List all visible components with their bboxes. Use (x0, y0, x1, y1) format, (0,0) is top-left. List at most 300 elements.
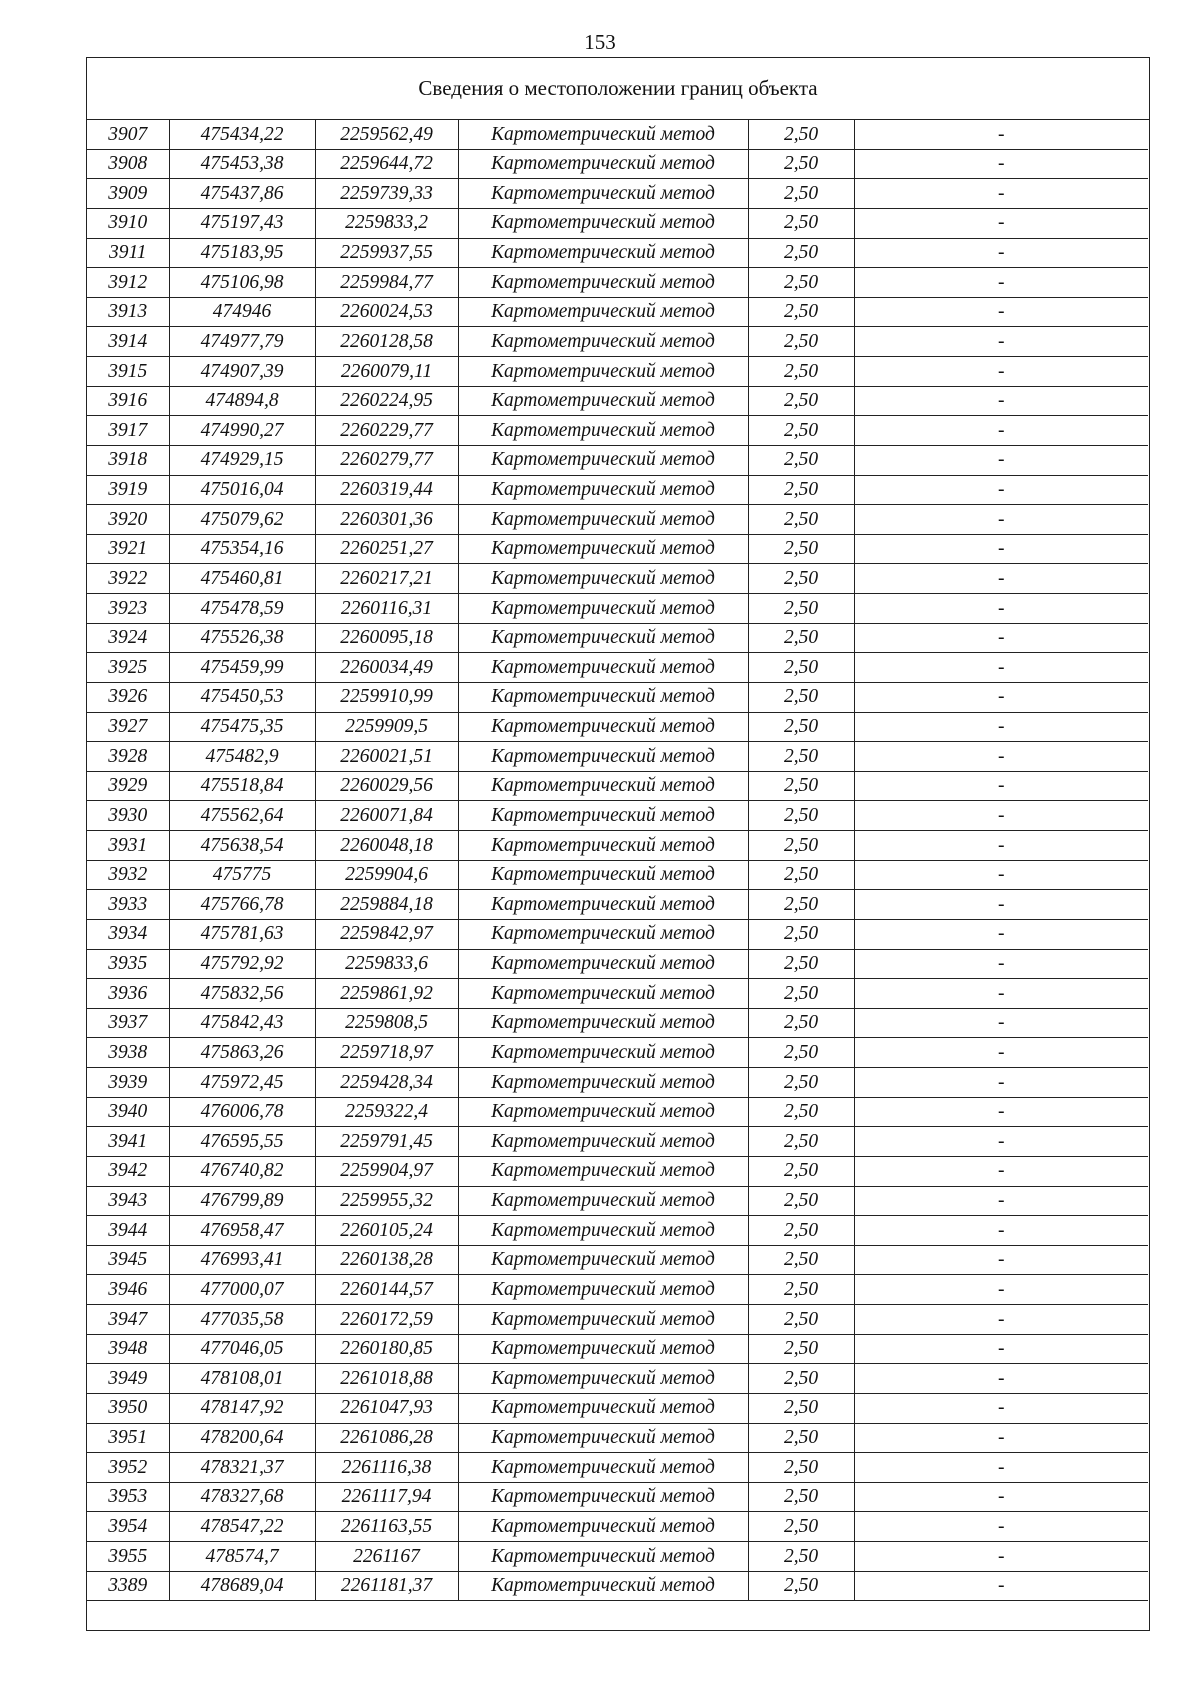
method-cell: Картометрический метод (458, 1512, 748, 1542)
point-number-cell: 3907 (87, 120, 169, 149)
table-row (87, 1571, 1148, 1601)
accuracy-cell: 2,50 (748, 1393, 854, 1423)
note-cell: - (854, 297, 1148, 327)
method-cell: Картометрический метод (458, 682, 748, 712)
accuracy-cell: 2,50 (748, 1275, 854, 1305)
point-number-cell: 3951 (87, 1423, 169, 1453)
note-cell: - (854, 208, 1148, 238)
y-coordinate-cell: 2259910,99 (315, 682, 458, 712)
x-coordinate-cell: 475526,38 (169, 623, 315, 653)
y-coordinate-cell: 2260105,24 (315, 1216, 458, 1246)
method-cell: Картометрический метод (458, 1334, 748, 1364)
boundary-points-table (87, 120, 1148, 1630)
y-coordinate-cell: 2261116,38 (315, 1453, 458, 1483)
note-cell: - (854, 682, 1148, 712)
note-cell: - (854, 653, 1148, 683)
method-cell: Картометрический метод (458, 801, 748, 831)
point-number-cell: 3950 (87, 1393, 169, 1423)
table-row (87, 386, 1148, 416)
y-coordinate-cell: 2260180,85 (315, 1334, 458, 1364)
method-cell: Картометрический метод (458, 949, 748, 979)
note-cell: - (854, 860, 1148, 890)
table-row (87, 919, 1148, 949)
table-row (87, 1068, 1148, 1098)
x-coordinate-cell: 475354,16 (169, 534, 315, 564)
y-coordinate-cell: 2260034,49 (315, 653, 458, 683)
method-cell: Картометрический метод (458, 1571, 748, 1601)
note-cell: - (854, 475, 1148, 505)
table-row (87, 1216, 1148, 1246)
table-row (87, 1364, 1148, 1394)
x-coordinate-cell: 474894,8 (169, 386, 315, 416)
note-cell: - (854, 1127, 1148, 1157)
y-coordinate-cell: 2261181,37 (315, 1571, 458, 1601)
y-coordinate-cell: 2259955,32 (315, 1186, 458, 1216)
point-number-cell: 3949 (87, 1364, 169, 1394)
table-row (87, 1008, 1148, 1038)
table-title: Сведения о местоположении границ объекта (87, 58, 1149, 120)
point-number-cell: 3908 (87, 149, 169, 179)
x-coordinate-cell: 478689,04 (169, 1571, 315, 1601)
accuracy-cell: 2,50 (748, 179, 854, 209)
y-coordinate-cell: 2260319,44 (315, 475, 458, 505)
accuracy-cell: 2,50 (748, 979, 854, 1009)
table-body (87, 120, 1148, 1630)
table-row (87, 831, 1148, 861)
note-cell: - (854, 1512, 1148, 1542)
x-coordinate-cell: 475482,9 (169, 742, 315, 772)
table-row (87, 357, 1148, 387)
point-number-cell: 3929 (87, 771, 169, 801)
y-coordinate-cell: 2259833,6 (315, 949, 458, 979)
table-row (87, 416, 1148, 446)
method-cell: Картометрический метод (458, 1008, 748, 1038)
method-cell: Картометрический метод (458, 268, 748, 298)
x-coordinate-cell: 475459,99 (169, 653, 315, 683)
note-cell: - (854, 564, 1148, 594)
x-coordinate-cell: 478547,22 (169, 1512, 315, 1542)
accuracy-cell: 2,50 (748, 1127, 854, 1157)
point-number-cell: 3924 (87, 623, 169, 653)
y-coordinate-cell: 2259904,97 (315, 1156, 458, 1186)
y-coordinate-cell: 2259984,77 (315, 268, 458, 298)
accuracy-cell: 2,50 (748, 712, 854, 742)
x-coordinate-cell: 475016,04 (169, 475, 315, 505)
note-cell: - (854, 534, 1148, 564)
method-cell: Картометрический метод (458, 120, 748, 149)
note-cell: - (854, 238, 1148, 268)
table-row (87, 682, 1148, 712)
empty-cell (87, 1601, 1148, 1630)
boundary-table-frame (86, 57, 1150, 1631)
note-cell: - (854, 149, 1148, 179)
y-coordinate-cell: 2261018,88 (315, 1364, 458, 1394)
table-row (87, 179, 1148, 209)
x-coordinate-cell: 478321,37 (169, 1453, 315, 1483)
y-coordinate-cell: 2260172,59 (315, 1305, 458, 1335)
point-number-cell: 3922 (87, 564, 169, 594)
x-coordinate-cell: 475775 (169, 860, 315, 890)
note-cell: - (854, 1571, 1148, 1601)
table-row (87, 712, 1148, 742)
x-coordinate-cell: 477000,07 (169, 1275, 315, 1305)
method-cell: Картометрический метод (458, 1542, 748, 1572)
y-coordinate-cell: 2259937,55 (315, 238, 458, 268)
accuracy-cell: 2,50 (748, 801, 854, 831)
note-cell: - (854, 1453, 1148, 1483)
note-cell: - (854, 386, 1148, 416)
method-cell: Картометрический метод (458, 1423, 748, 1453)
note-cell: - (854, 1245, 1148, 1275)
method-cell: Картометрический метод (458, 1127, 748, 1157)
x-coordinate-cell: 475638,54 (169, 831, 315, 861)
x-coordinate-cell: 475972,45 (169, 1068, 315, 1098)
method-cell: Картометрический метод (458, 327, 748, 357)
x-coordinate-cell: 476006,78 (169, 1097, 315, 1127)
method-cell: Картометрический метод (458, 534, 748, 564)
accuracy-cell: 2,50 (748, 297, 854, 327)
y-coordinate-cell: 2260116,31 (315, 594, 458, 624)
y-coordinate-cell: 2260021,51 (315, 742, 458, 772)
point-number-cell: 3926 (87, 682, 169, 712)
method-cell: Картометрический метод (458, 742, 748, 772)
y-coordinate-cell: 2260217,21 (315, 564, 458, 594)
accuracy-cell: 2,50 (748, 238, 854, 268)
accuracy-cell: 2,50 (748, 268, 854, 298)
method-cell: Картометрический метод (458, 505, 748, 535)
note-cell: - (854, 445, 1148, 475)
method-cell: Картометрический метод (458, 1068, 748, 1098)
accuracy-cell: 2,50 (748, 1008, 854, 1038)
table-empty-row (87, 1601, 1148, 1630)
note-cell: - (854, 1097, 1148, 1127)
point-number-cell: 3932 (87, 860, 169, 890)
point-number-cell: 3913 (87, 297, 169, 327)
x-coordinate-cell: 474977,79 (169, 327, 315, 357)
x-coordinate-cell: 475766,78 (169, 890, 315, 920)
point-number-cell: 3936 (87, 979, 169, 1009)
y-coordinate-cell: 2260229,77 (315, 416, 458, 446)
method-cell: Картометрический метод (458, 475, 748, 505)
point-number-cell: 3938 (87, 1038, 169, 1068)
y-coordinate-cell: 2259791,45 (315, 1127, 458, 1157)
point-number-cell: 3944 (87, 1216, 169, 1246)
accuracy-cell: 2,50 (748, 1156, 854, 1186)
method-cell: Картометрический метод (458, 1038, 748, 1068)
method-cell: Картометрический метод (458, 1393, 748, 1423)
table-row (87, 297, 1148, 327)
y-coordinate-cell: 2259322,4 (315, 1097, 458, 1127)
x-coordinate-cell: 477035,58 (169, 1305, 315, 1335)
method-cell: Картометрический метод (458, 623, 748, 653)
table-row (87, 594, 1148, 624)
accuracy-cell: 2,50 (748, 682, 854, 712)
x-coordinate-cell: 476740,82 (169, 1156, 315, 1186)
accuracy-cell: 2,50 (748, 149, 854, 179)
point-number-cell: 3910 (87, 208, 169, 238)
accuracy-cell: 2,50 (748, 653, 854, 683)
y-coordinate-cell: 2259909,5 (315, 712, 458, 742)
note-cell: - (854, 120, 1148, 149)
table-row (87, 653, 1148, 683)
accuracy-cell: 2,50 (748, 831, 854, 861)
note-cell: - (854, 623, 1148, 653)
note-cell: - (854, 890, 1148, 920)
point-number-cell: 3925 (87, 653, 169, 683)
y-coordinate-cell: 2259904,6 (315, 860, 458, 890)
note-cell: - (854, 179, 1148, 209)
note-cell: - (854, 979, 1148, 1009)
point-number-cell: 3914 (87, 327, 169, 357)
note-cell: - (854, 505, 1148, 535)
accuracy-cell: 2,50 (748, 594, 854, 624)
point-number-cell: 3939 (87, 1068, 169, 1098)
note-cell: - (854, 1305, 1148, 1335)
point-number-cell: 3942 (87, 1156, 169, 1186)
y-coordinate-cell: 2259562,49 (315, 120, 458, 149)
y-coordinate-cell: 2260095,18 (315, 623, 458, 653)
note-cell: - (854, 357, 1148, 387)
x-coordinate-cell: 478574,7 (169, 1542, 315, 1572)
accuracy-cell: 2,50 (748, 386, 854, 416)
x-coordinate-cell: 474929,15 (169, 445, 315, 475)
y-coordinate-cell: 2261047,93 (315, 1393, 458, 1423)
note-cell: - (854, 712, 1148, 742)
note-cell: - (854, 1068, 1148, 1098)
table-row (87, 238, 1148, 268)
point-number-cell: 3935 (87, 949, 169, 979)
table-row (87, 949, 1148, 979)
y-coordinate-cell: 2260079,11 (315, 357, 458, 387)
x-coordinate-cell: 478147,92 (169, 1393, 315, 1423)
x-coordinate-cell: 475832,56 (169, 979, 315, 1009)
y-coordinate-cell: 2259739,33 (315, 179, 458, 209)
accuracy-cell: 2,50 (748, 1453, 854, 1483)
x-coordinate-cell: 475478,59 (169, 594, 315, 624)
x-coordinate-cell: 475842,43 (169, 1008, 315, 1038)
y-coordinate-cell: 2259884,18 (315, 890, 458, 920)
x-coordinate-cell: 475450,53 (169, 682, 315, 712)
accuracy-cell: 2,50 (748, 1512, 854, 1542)
y-coordinate-cell: 2259861,92 (315, 979, 458, 1009)
note-cell: - (854, 1542, 1148, 1572)
method-cell: Картометрический метод (458, 445, 748, 475)
table-row (87, 505, 1148, 535)
accuracy-cell: 2,50 (748, 505, 854, 535)
table-row (87, 1393, 1148, 1423)
method-cell: Картометрический метод (458, 1453, 748, 1483)
method-cell: Картометрический метод (458, 1186, 748, 1216)
x-coordinate-cell: 475183,95 (169, 238, 315, 268)
table-row (87, 771, 1148, 801)
table-row (87, 564, 1148, 594)
x-coordinate-cell: 475475,35 (169, 712, 315, 742)
point-number-cell: 3916 (87, 386, 169, 416)
point-number-cell: 3920 (87, 505, 169, 535)
table-row (87, 120, 1148, 149)
note-cell: - (854, 742, 1148, 772)
accuracy-cell: 2,50 (748, 771, 854, 801)
method-cell: Картометрический метод (458, 890, 748, 920)
x-coordinate-cell: 475518,84 (169, 771, 315, 801)
table-row (87, 1542, 1148, 1572)
table-row (87, 1245, 1148, 1275)
x-coordinate-cell: 475863,26 (169, 1038, 315, 1068)
method-cell: Картометрический метод (458, 771, 748, 801)
table-row (87, 623, 1148, 653)
note-cell: - (854, 801, 1148, 831)
table-row (87, 1275, 1148, 1305)
y-coordinate-cell: 2260138,28 (315, 1245, 458, 1275)
x-coordinate-cell: 475781,63 (169, 919, 315, 949)
table-row (87, 475, 1148, 505)
accuracy-cell: 2,50 (748, 445, 854, 475)
accuracy-cell: 2,50 (748, 1305, 854, 1335)
x-coordinate-cell: 475792,92 (169, 949, 315, 979)
point-number-cell: 3943 (87, 1186, 169, 1216)
point-number-cell: 3911 (87, 238, 169, 268)
y-coordinate-cell: 2260128,58 (315, 327, 458, 357)
table-row (87, 534, 1148, 564)
y-coordinate-cell: 2260144,57 (315, 1275, 458, 1305)
note-cell: - (854, 1216, 1148, 1246)
table-row (87, 1097, 1148, 1127)
point-number-cell: 3954 (87, 1512, 169, 1542)
y-coordinate-cell: 2259842,97 (315, 919, 458, 949)
note-cell: - (854, 1038, 1148, 1068)
point-number-cell: 3917 (87, 416, 169, 446)
note-cell: - (854, 831, 1148, 861)
x-coordinate-cell: 474946 (169, 297, 315, 327)
table-row (87, 149, 1148, 179)
note-cell: - (854, 416, 1148, 446)
point-number-cell: 3930 (87, 801, 169, 831)
point-number-cell: 3921 (87, 534, 169, 564)
method-cell: Картометрический метод (458, 1097, 748, 1127)
note-cell: - (854, 1275, 1148, 1305)
y-coordinate-cell: 2261086,28 (315, 1423, 458, 1453)
accuracy-cell: 2,50 (748, 623, 854, 653)
method-cell: Картометрический метод (458, 1275, 748, 1305)
accuracy-cell: 2,50 (748, 1245, 854, 1275)
method-cell: Картометрический метод (458, 653, 748, 683)
accuracy-cell: 2,50 (748, 1423, 854, 1453)
x-coordinate-cell: 475434,22 (169, 120, 315, 149)
note-cell: - (854, 919, 1148, 949)
point-number-cell: 3919 (87, 475, 169, 505)
table-row (87, 208, 1148, 238)
x-coordinate-cell: 475197,43 (169, 208, 315, 238)
method-cell: Картометрический метод (458, 208, 748, 238)
y-coordinate-cell: 2259718,97 (315, 1038, 458, 1068)
method-cell: Картометрический метод (458, 919, 748, 949)
point-number-cell: 3953 (87, 1482, 169, 1512)
x-coordinate-cell: 476799,89 (169, 1186, 315, 1216)
table-row (87, 742, 1148, 772)
x-coordinate-cell: 476958,47 (169, 1216, 315, 1246)
note-cell: - (854, 1393, 1148, 1423)
y-coordinate-cell: 2260029,56 (315, 771, 458, 801)
method-cell: Картометрический метод (458, 979, 748, 1009)
point-number-cell: 3909 (87, 179, 169, 209)
x-coordinate-cell: 475079,62 (169, 505, 315, 535)
point-number-cell: 3934 (87, 919, 169, 949)
accuracy-cell: 2,50 (748, 327, 854, 357)
x-coordinate-cell: 475562,64 (169, 801, 315, 831)
table-row (87, 1423, 1148, 1453)
page-number: 153 (584, 30, 616, 54)
method-cell: Картометрический метод (458, 297, 748, 327)
note-cell: - (854, 594, 1148, 624)
method-cell: Картометрический метод (458, 1245, 748, 1275)
method-cell: Картометрический метод (458, 179, 748, 209)
accuracy-cell: 2,50 (748, 1068, 854, 1098)
method-cell: Картометрический метод (458, 416, 748, 446)
y-coordinate-cell: 2260251,27 (315, 534, 458, 564)
method-cell: Картометрический метод (458, 357, 748, 387)
accuracy-cell: 2,50 (748, 1482, 854, 1512)
accuracy-cell: 2,50 (748, 919, 854, 949)
accuracy-cell: 2,50 (748, 416, 854, 446)
point-number-cell: 3918 (87, 445, 169, 475)
accuracy-cell: 2,50 (748, 1097, 854, 1127)
y-coordinate-cell: 2260071,84 (315, 801, 458, 831)
method-cell: Картометрический метод (458, 1364, 748, 1394)
accuracy-cell: 2,50 (748, 1334, 854, 1364)
table-row (87, 1512, 1148, 1542)
table-row (87, 268, 1148, 298)
point-number-cell: 3948 (87, 1334, 169, 1364)
method-cell: Картометрический метод (458, 1216, 748, 1246)
y-coordinate-cell: 2260048,18 (315, 831, 458, 861)
point-number-cell: 3927 (87, 712, 169, 742)
accuracy-cell: 2,50 (748, 890, 854, 920)
x-coordinate-cell: 475106,98 (169, 268, 315, 298)
point-number-cell: 3952 (87, 1453, 169, 1483)
accuracy-cell: 2,50 (748, 1571, 854, 1601)
x-coordinate-cell: 475453,38 (169, 149, 315, 179)
method-cell: Картометрический метод (458, 564, 748, 594)
accuracy-cell: 2,50 (748, 357, 854, 387)
accuracy-cell: 2,50 (748, 1364, 854, 1394)
accuracy-cell: 2,50 (748, 742, 854, 772)
method-cell: Картометрический метод (458, 386, 748, 416)
table-row (87, 1334, 1148, 1364)
table-row (87, 1453, 1148, 1483)
y-coordinate-cell: 2260301,36 (315, 505, 458, 535)
method-cell: Картометрический метод (458, 1156, 748, 1186)
note-cell: - (854, 1482, 1148, 1512)
x-coordinate-cell: 474907,39 (169, 357, 315, 387)
table-row (87, 1186, 1148, 1216)
table-row (87, 801, 1148, 831)
point-number-cell: 3941 (87, 1127, 169, 1157)
point-number-cell: 3937 (87, 1008, 169, 1038)
accuracy-cell: 2,50 (748, 475, 854, 505)
table-row (87, 1156, 1148, 1186)
table-row (87, 445, 1148, 475)
method-cell: Картометрический метод (458, 594, 748, 624)
accuracy-cell: 2,50 (748, 534, 854, 564)
point-number-cell: 3931 (87, 831, 169, 861)
table-row (87, 1305, 1148, 1335)
method-cell: Картометрический метод (458, 831, 748, 861)
point-number-cell: 3947 (87, 1305, 169, 1335)
x-coordinate-cell: 477046,05 (169, 1334, 315, 1364)
x-coordinate-cell: 478108,01 (169, 1364, 315, 1394)
y-coordinate-cell: 2260279,77 (315, 445, 458, 475)
note-cell: - (854, 771, 1148, 801)
